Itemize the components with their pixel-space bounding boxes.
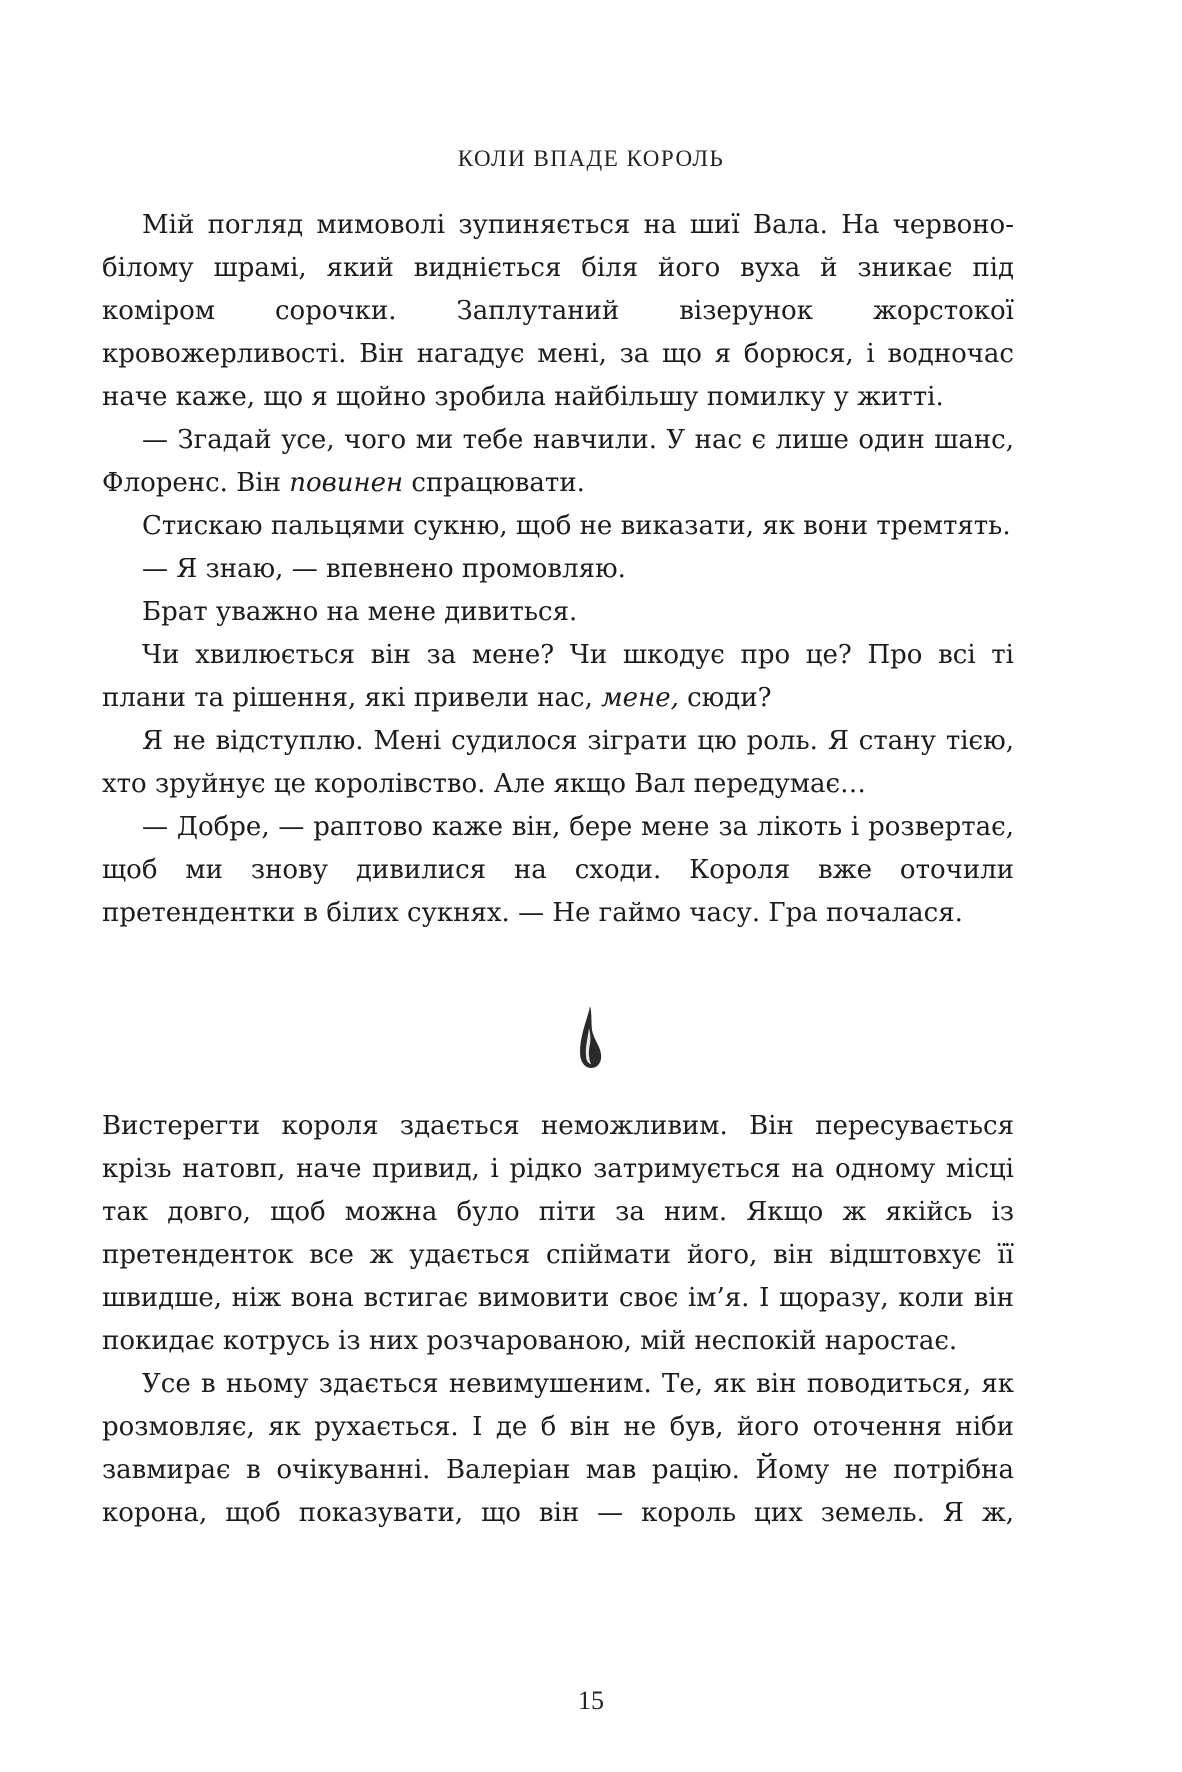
paragraph: Усе в ньому здається невимушеним. Те, як він поводиться, як розмовляє, як рухається. І де б він не був, його оточення ніби завмирає в очікуванні. Валеріан мав рацію. Йому не потрібна корона, щоб показувати, що він — король цих земель. Я ж, [102,1369,1014,1528]
paragraph: Чи хвилюється він за мене? Чи шкодує про це? Про всі ті плани та рішення, які привели нас, мене, сюди? [102,640,1014,713]
dialogue-paragraph: — Я знаю, — впевнено промовляю. [142,554,626,584]
dialogue-paragraph: — Добре, — раптово каже він, бере мене за лікоть і розвертає, щоб ми знову дивилися на сходи. Короля вже оточили претендентки в білих сукнях. — Не гаймо часу. Гра почалася. [102,812,1014,928]
paragraph: Я не відступлю. Мені судилося зіграти цю роль. Я стану тією, хто зруйнує це королівство. Але якщо Вал передумає… [102,726,1014,799]
paragraph: Брат уважно на мене дивиться. [142,597,578,627]
paragraph: Мій погляд мимоволі зупиняється на шиї Вала. На червоно-білому шрамі, який видніється біля його вуха й зникає під коміром сорочки. Заплутаний візерунок жорстокої кровожерливості. Він нагадує мені, за що я борюся, і водночас наче каже, що я щойно зробила найбільшу помилку у житті. [102,210,1014,412]
flame-drop-ornament-icon [576,1004,606,1074]
dialogue-paragraph: — Згадай усе, чого ми тебе навчили. У нас є лише один шанс, Флоренс. Він повинен спрацювати. [102,425,1014,498]
page-number: 15 [578,1686,604,1715]
text-block-before-break [102,204,1014,935]
running-header: КОЛИ ВПАДЕ КОРОЛЬ [457,146,725,171]
emphasis: повинен [289,468,404,498]
paragraph: Вистерегти короля здається неможливим. Він пересувається крізь натовп, наче привид, і рідко затримується на одному місці так довго, щоб можна було піти за ним. Якщо ж якійсь із претенденток все ж удається спіймати його, він відштовхує її швидше, ніж вона встигає вимовити своє ім’я. І щоразу, коли він покидає котрусь із них розчарованою, мій неспокій наростає. [102,1111,1014,1356]
scene-break [0,1004,1182,1074]
emphasis: мене, [601,683,679,713]
paragraph: Стискаю пальцями сукню, щоб не виказати, як вони тремтять. [142,511,1011,541]
text-block-after-break [102,1105,1014,1535]
